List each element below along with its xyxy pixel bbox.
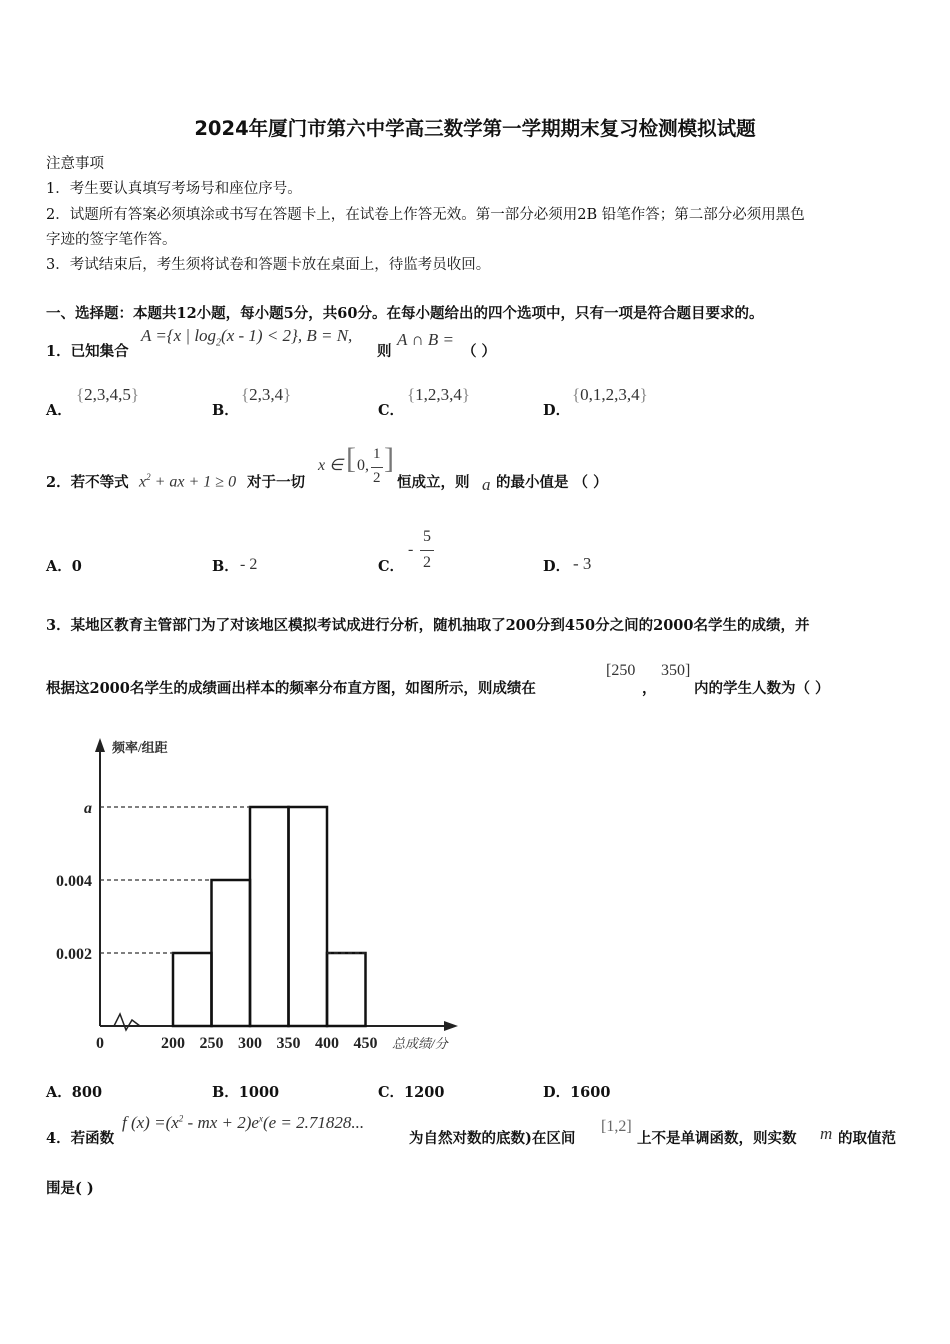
q3-option-c: C．1200: [378, 1084, 445, 1101]
x-axis-arrow: [444, 1021, 458, 1031]
x-axis-label: 总成绩/分: [392, 1036, 448, 1051]
x-tick-label-450: 450: [353, 1035, 378, 1052]
q2-frac-bar: [371, 467, 383, 468]
q4-prefix: 4．若函数: [46, 1130, 115, 1147]
q3-option-b: B．1000: [212, 1084, 280, 1101]
q4-interval: [1,2]: [601, 1118, 632, 1135]
q2-interval-zero: 0,: [357, 457, 369, 474]
q3-range-high: 350]: [661, 662, 691, 679]
q2-mid: 对于一切: [247, 474, 305, 491]
q2-frac-num: 1: [373, 446, 381, 462]
q1-set-A: A ={x | $\log_2(x - 1) < 2$}, B = N,: [141, 326, 353, 349]
q2-prefix: 2．若不等式: [46, 474, 129, 491]
x-tick-label-300: 300: [238, 1035, 262, 1052]
q4-line-2: 围是( ): [46, 1180, 94, 1197]
q3-line-2-suffix: 内的学生人数为（ ）: [694, 680, 830, 697]
histogram-chart: [40, 730, 470, 1060]
q3-option-a: A．800: [46, 1084, 103, 1101]
y-axis-arrow: [95, 738, 105, 752]
notice-2: 2．试题所有答案必须填涂或书写在答题卡上，在试卷上作答无效。第一部分必须用2B 铅笔作答；第二部分必须用黑色: [46, 207, 805, 223]
q2-option-a: 0: [71, 558, 82, 575]
q4-mid: 为自然对数的底数)在区间: [409, 1130, 576, 1147]
q2-bracket-right: ]: [384, 442, 394, 475]
q1-option-d-label: D．: [543, 402, 571, 419]
y-tick-label-1: 0.002: [56, 946, 92, 963]
y-tick-label-2: 0.004: [56, 873, 92, 890]
x-tick-label-400: 400: [315, 1035, 339, 1052]
q2-option-b-label: B．: [212, 558, 239, 575]
q3-range-comma: ，: [642, 680, 657, 697]
notice-heading: 注意事项: [46, 156, 104, 172]
histogram-bar-2: [212, 880, 251, 1026]
q2-option-c-den: 2: [423, 554, 431, 571]
q3-line-2-prefix: 根据这2000名学生的成绩画出样本的频率分布直方图，如图所示，则成绩在: [46, 680, 536, 697]
page-title: 2024年厦门市第六中学高三数学第一学期期末复习检测模拟试题: [194, 117, 756, 140]
q2-suffix-1: 恒成立，则: [397, 474, 470, 491]
q1-option-b: {2,3,4}: [241, 385, 292, 404]
q2-inequality: $x^2$ + ax + 1 ≥ 0: [139, 472, 237, 491]
x-tick-label-250: 250: [199, 1035, 224, 1052]
histogram-plot: [56, 738, 458, 1052]
q1-option-a: {2,3,4,5}: [76, 385, 140, 404]
q1-option-b-label: B．: [212, 402, 239, 419]
q2-option-a-label: A．0: [46, 558, 82, 575]
q4-function: f $(x) =(x^2$ - mx + $2)e^x(e = 2.71828$...: [122, 1113, 365, 1132]
histogram-bar-4: [289, 807, 328, 1026]
q4-suffix-1: 上不是单调函数，则实数: [637, 1130, 797, 1147]
histogram-bar-5: [327, 953, 366, 1026]
q1-option-d: {0,1,2,3,4}: [572, 385, 648, 404]
x-tick-label-350: 350: [276, 1035, 301, 1052]
q2-bracket-left: [: [346, 442, 356, 475]
x-tick-label-0: 0: [96, 1035, 104, 1052]
q1-intersection: A ∩ B =: [397, 330, 454, 349]
q3-range-low: [250: [606, 662, 636, 679]
q2-x-in: x ∈: [318, 457, 344, 474]
q2-suffix-2: 的最小值是 （ ）: [496, 474, 608, 491]
q2-option-c-sign: -: [408, 541, 414, 558]
section-heading: 一、选择题：本题共12小题，每小题5分，共60分。在每小题给出的四个选项中，只有一项是符合题目要求的。: [46, 305, 764, 322]
notice-1: 1．考生要认真填写考场号和座位序号。: [46, 181, 302, 197]
q2-option-d: - 3: [573, 554, 592, 573]
q4-suffix-2: 的取值范: [838, 1130, 896, 1147]
histogram-bar-3: [250, 807, 289, 1026]
q2-var-a: a: [482, 475, 491, 494]
q1-prefix: 1．已知集合: [46, 343, 129, 360]
q2-option-d-label: D．: [543, 558, 571, 575]
q2-option-c-bar: [420, 550, 434, 551]
x-tick-label-200: 200: [161, 1035, 185, 1052]
q1-mid: 则: [377, 343, 392, 360]
notice-3: 3．考试结束后，考生须将试卷和答题卡放在桌面上，待监考员收回。: [46, 257, 491, 273]
q1-option-c: {1,2,3,4}: [407, 385, 471, 404]
q4-var-m: m: [820, 1124, 833, 1143]
q2-option-b: - 2: [240, 556, 258, 573]
q3-line-1: 3．某地区教育主管部门为了对该地区模拟考试成进行分析，随机抽取了200分到450分之间的2000名学生的成绩，并: [46, 617, 810, 634]
q1-paren: （ ）: [462, 343, 497, 360]
q1-option-c-label: C．: [378, 402, 405, 419]
y-axis-label: 频率/组距: [112, 740, 168, 755]
histogram-bar-1: [173, 953, 212, 1026]
q1-option-a-label: A．: [46, 402, 72, 419]
axis-break: [114, 1014, 140, 1030]
notice-2-cont: 字迹的签字笔作答。: [46, 232, 177, 248]
q2-option-c-label: C．: [378, 558, 405, 575]
q2-frac-den: 2: [373, 470, 381, 486]
y-tick-label-3: a: [84, 800, 92, 817]
q3-option-d: D．1600: [543, 1084, 611, 1101]
q2-option-c-num: 5: [423, 528, 431, 545]
